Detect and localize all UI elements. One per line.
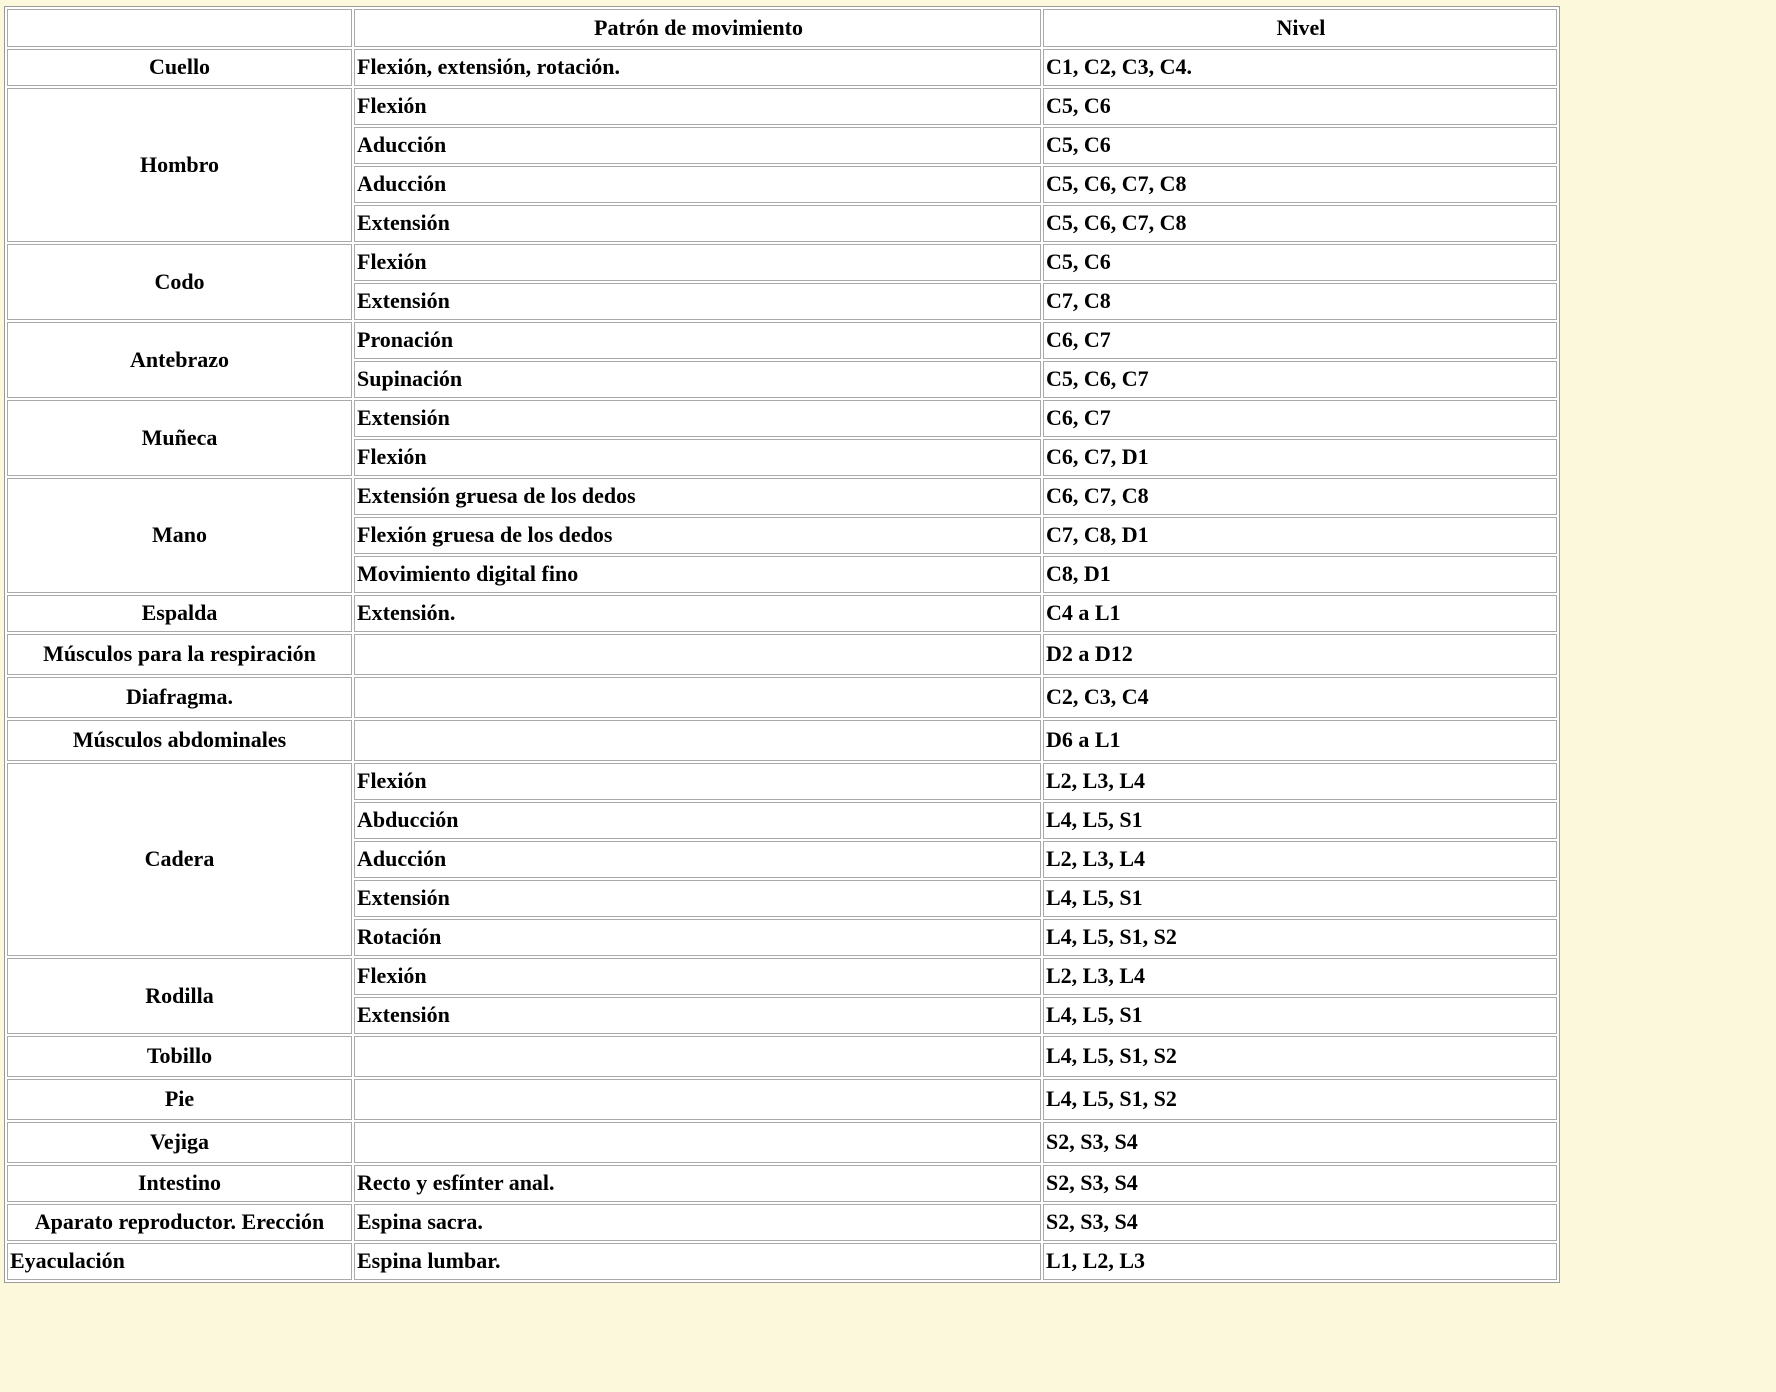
- level-cell: C6, C7: [1043, 400, 1557, 437]
- table-row: [7, 88, 1557, 125]
- table-row: [7, 1036, 1557, 1077]
- level-cell: C2, C3, C4: [1043, 677, 1557, 718]
- body-part-cell: Antebrazo: [7, 322, 352, 398]
- movement-cell: Flexión: [354, 958, 1041, 995]
- level-cell: C6, C7, D1: [1043, 439, 1557, 476]
- movement-cell: Pronación: [354, 322, 1041, 359]
- level-cell: L4, L5, S1: [1043, 880, 1557, 917]
- table-row: [7, 244, 1557, 281]
- movement-cell: Recto y esfínter anal.: [354, 1165, 1041, 1202]
- page: [4, 6, 1560, 1274]
- table-body: [7, 49, 1557, 1280]
- movement-cell: Extensión: [354, 283, 1041, 320]
- level-cell: C1, C2, C3, C4.: [1043, 49, 1557, 86]
- body-part-cell: Músculos para la respiración: [7, 634, 352, 675]
- table-row: [7, 1204, 1557, 1241]
- header-row: [7, 9, 1557, 47]
- body-part-cell: Tobillo: [7, 1036, 352, 1077]
- body-part-cell: Músculos abdominales: [7, 720, 352, 761]
- level-cell: C6, C7, C8: [1043, 478, 1557, 515]
- movement-cell: Rotación: [354, 919, 1041, 956]
- movement-cell: Supinación: [354, 361, 1041, 398]
- movement-cell: Flexión: [354, 439, 1041, 476]
- table-row: [7, 677, 1557, 718]
- level-cell: S2, S3, S4: [1043, 1122, 1557, 1163]
- body-part-cell: Diafragma.: [7, 677, 352, 718]
- body-part-cell: Hombro: [7, 88, 352, 242]
- body-part-cell: Espalda: [7, 595, 352, 632]
- movement-cell: [354, 1079, 1041, 1120]
- movement-cell: Extensión.: [354, 595, 1041, 632]
- table-row: [7, 400, 1557, 437]
- movement-cell: Flexión: [354, 88, 1041, 125]
- movement-cell: Movimiento digital fino: [354, 556, 1041, 593]
- body-part-cell: Cuello: [7, 49, 352, 86]
- level-cell: C8, D1: [1043, 556, 1557, 593]
- movement-cell: Aducción: [354, 841, 1041, 878]
- level-cell: C5, C6, C7, C8: [1043, 166, 1557, 203]
- movement-cell: Flexión: [354, 763, 1041, 800]
- movement-cell: Espina sacra.: [354, 1204, 1041, 1241]
- level-cell: C5, C6: [1043, 88, 1557, 125]
- table-row: [7, 763, 1557, 800]
- header-cell-body-part: [7, 9, 352, 47]
- level-cell: C5, C6, C7: [1043, 361, 1557, 398]
- level-cell: C6, C7: [1043, 322, 1557, 359]
- level-cell: S2, S3, S4: [1043, 1204, 1557, 1241]
- table-row: [7, 1165, 1557, 1202]
- movement-cell: [354, 720, 1041, 761]
- level-cell: D6 a L1: [1043, 720, 1557, 761]
- header-cell-movement: Patrón de movimiento: [354, 9, 1041, 47]
- spinal-levels-table: [4, 6, 1560, 1283]
- movement-cell: Flexión, extensión, rotación.: [354, 49, 1041, 86]
- table-row: [7, 634, 1557, 675]
- movement-cell: Extensión: [354, 997, 1041, 1034]
- level-cell: C7, C8, D1: [1043, 517, 1557, 554]
- table-row: [7, 595, 1557, 632]
- table-row: [7, 720, 1557, 761]
- body-part-cell: Cadera: [7, 763, 352, 956]
- movement-cell: Espina lumbar.: [354, 1243, 1041, 1280]
- movement-cell: Flexión: [354, 244, 1041, 281]
- movement-cell: [354, 677, 1041, 718]
- movement-cell: Abducción: [354, 802, 1041, 839]
- level-cell: L4, L5, S1, S2: [1043, 1079, 1557, 1120]
- body-part-cell: Muñeca: [7, 400, 352, 476]
- movement-cell: Flexión gruesa de los dedos: [354, 517, 1041, 554]
- table-row: [7, 1079, 1557, 1120]
- level-cell: L1, L2, L3: [1043, 1243, 1557, 1280]
- level-cell: L4, L5, S1, S2: [1043, 1036, 1557, 1077]
- table-row: [7, 1122, 1557, 1163]
- body-part-cell: Eyaculación: [7, 1243, 352, 1280]
- table-row: [7, 322, 1557, 359]
- movement-cell: Extensión gruesa de los dedos: [354, 478, 1041, 515]
- level-cell: L2, L3, L4: [1043, 958, 1557, 995]
- level-cell: C5, C6, C7, C8: [1043, 205, 1557, 242]
- header-cell-level: Nivel: [1043, 9, 1557, 47]
- level-cell: C5, C6: [1043, 244, 1557, 281]
- movement-cell: [354, 1122, 1041, 1163]
- level-cell: C7, C8: [1043, 283, 1557, 320]
- movement-cell: Extensión: [354, 880, 1041, 917]
- level-cell: S2, S3, S4: [1043, 1165, 1557, 1202]
- movement-cell: [354, 1036, 1041, 1077]
- level-cell: C4 a L1: [1043, 595, 1557, 632]
- movement-cell: Aducción: [354, 127, 1041, 164]
- table-row: [7, 958, 1557, 995]
- level-cell: L4, L5, S1: [1043, 802, 1557, 839]
- movement-cell: Extensión: [354, 400, 1041, 437]
- level-cell: L4, L5, S1, S2: [1043, 919, 1557, 956]
- level-cell: C5, C6: [1043, 127, 1557, 164]
- body-part-cell: Codo: [7, 244, 352, 320]
- body-part-cell: Vejiga: [7, 1122, 352, 1163]
- level-cell: L2, L3, L4: [1043, 841, 1557, 878]
- body-part-cell: Aparato reproductor. Erección: [7, 1204, 352, 1241]
- table-row: [7, 49, 1557, 86]
- level-cell: L4, L5, S1: [1043, 997, 1557, 1034]
- body-part-cell: Rodilla: [7, 958, 352, 1034]
- level-cell: D2 a D12: [1043, 634, 1557, 675]
- movement-cell: Extensión: [354, 205, 1041, 242]
- table-row: [7, 1243, 1557, 1280]
- body-part-cell: Mano: [7, 478, 352, 593]
- body-part-cell: Pie: [7, 1079, 352, 1120]
- movement-cell: [354, 634, 1041, 675]
- movement-cell: Aducción: [354, 166, 1041, 203]
- table-row: [7, 478, 1557, 515]
- level-cell: L2, L3, L4: [1043, 763, 1557, 800]
- body-part-cell: Intestino: [7, 1165, 352, 1202]
